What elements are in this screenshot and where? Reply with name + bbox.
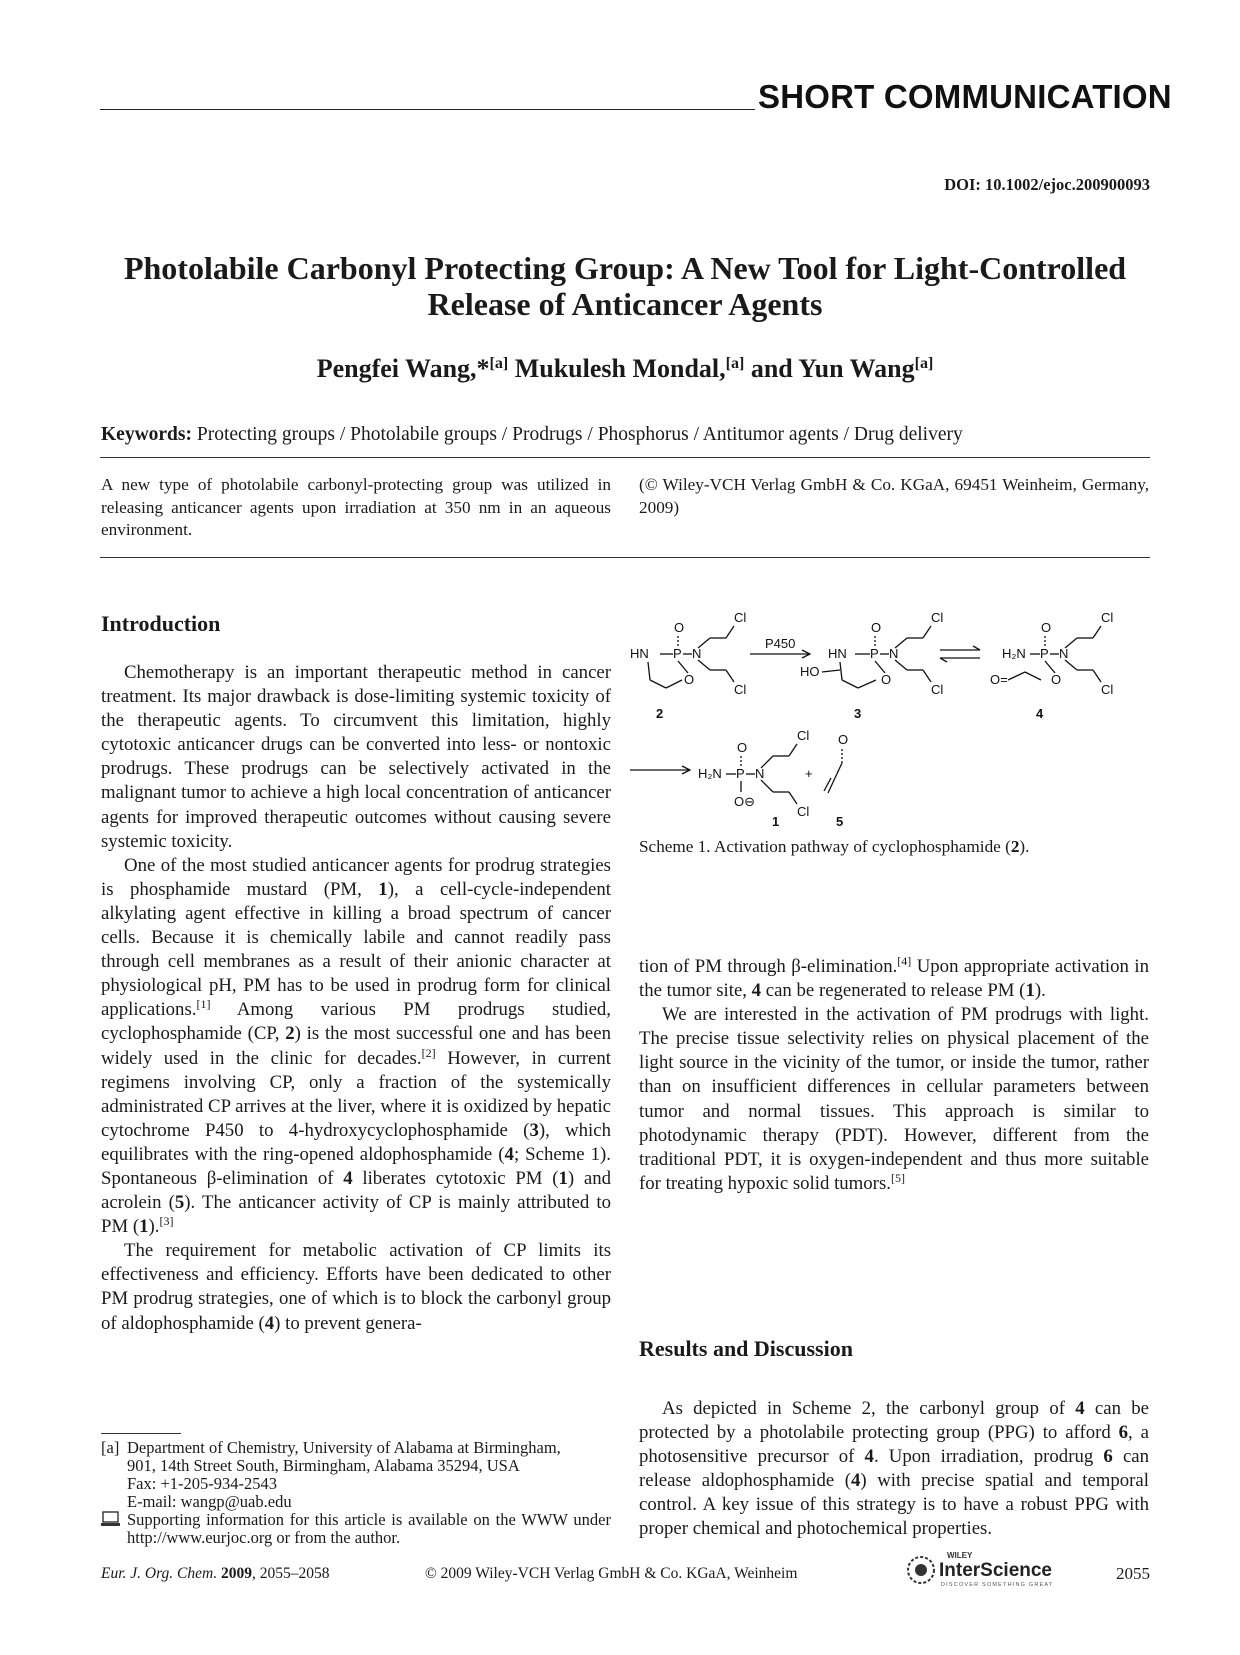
scheme-atom-label: O= (990, 672, 1008, 687)
scheme-atom-label: P (673, 646, 682, 661)
scheme-atom-label: Cl (931, 682, 944, 697)
results-paragraph-1: As depicted in Scheme 2, the carbonyl group of 4 can be protected by a photolabile protecting group (PPG) to afford 6, a photosensitive precursor of 4. Upon irradiation, prodrug 6 can release aldophosphamide (4) with precise spatial and temporal control. A key issue of this strategy is to have a robust PPG with proper chemical and photochemical properties. (639, 1398, 1150, 1540)
author-name: and Yun Wang (750, 354, 915, 383)
citation-ref[interactable]: [2] (421, 1045, 436, 1060)
scheme-atom-label: Cl (1101, 610, 1114, 625)
footnote-rule (101, 1433, 181, 1434)
scheme-atom-label: Cl (797, 728, 810, 743)
intro-right-column (639, 955, 1149, 1196)
scheme-atom-label: N (889, 646, 899, 661)
scheme-atom-label: O (838, 732, 849, 747)
footnote-address: Department of Chemistry, University of Alabama at Birmingham, 901, 14th Street South, Birmingham, Alabama 35294, USA Fax: +1-205-934-2543 E-mail: wangp@uab.edu (127, 1438, 561, 1511)
article-title: Photolabile Carbonyl Protecting Group: A New Tool for Light-Controlled Release of Anticancer Agents (123, 250, 1127, 322)
scheme-atom-label: HO (800, 664, 820, 679)
abstract-top-rule (100, 457, 1150, 458)
compound-number: 5 (836, 814, 844, 829)
intro-paragraph-2: One of the most studied anticancer agents for prodrug strategies is phosphamide mustard (PM, 1), a cell-cycle-independent alkylating agent effective in killing a broad spectrum of cancer cells. Because it is chemically labile and cannot readily pass through cell membranes as a result of their anionic character at physiological pH, PM has to be used in prodrug form for clinical applications.[1] Among various PM prodrugs studied, cyclophosphamide (CP, 2) is the most successful one and has been widely used in the clinic for decades.[2] However, in current regimens involving CP, only a fraction of the systemically administrated CP arrives at the liver, where it is oxidized by hepatic cytochrome P450 to 4-hydroxycyclophosphamide (3), which equilibrates with the ring-opened aldophosphamide (4; Scheme 1). Spontaneous β-elimination of 4 liberates cytotoxic PM (1) and acrolein (5). The anticancer activity of CP is mainly attributed to PM (1).[3] (101, 854, 612, 1238)
author-list (100, 354, 1150, 384)
scheme-atom-label: O (737, 740, 748, 755)
doi[interactable]: DOI: 10.1002/ejoc.200900093 (944, 175, 1150, 194)
scheme-atom-label: H₂N (698, 766, 722, 781)
scheme-atom-label: N (692, 646, 702, 661)
citation-ref[interactable]: [1] (196, 997, 211, 1012)
author-name: Mukulesh Mondal, (514, 354, 726, 383)
scheme-atom-label: Cl (734, 610, 747, 625)
scheme-atom-label: O (674, 620, 685, 635)
author-affil: [a] (914, 355, 934, 372)
scheme-atom-label: HN (630, 646, 649, 661)
scheme-atom-label: H₂N (1002, 646, 1026, 661)
scheme-1-figure (630, 598, 1155, 833)
intro-paragraph-3: The requirement for metabolic activation of CP limits its effectiveness and efficiency. Efforts have been dedicated to other PM prodrug strategies, one of which is to block the carbonyl group of aldophosphamide (4) to prevent genera- (101, 1240, 611, 1334)
svg-text:InterScience: InterScience (939, 1560, 1052, 1581)
citation-ref[interactable]: [4] (897, 954, 912, 968)
intro-heading: Introduction (101, 611, 221, 636)
abstract-copyright: (© Wiley-VCH Verlag GmbH & Co. KGaA, 69451 Weinheim, Germany, 2009) (639, 475, 1149, 517)
scheme-atom-label: O (881, 672, 892, 687)
citation-ref[interactable]: [3] (159, 1214, 174, 1229)
author-affil: [a] (489, 355, 509, 372)
results-heading: Results and Discussion (639, 1336, 853, 1361)
intro-left-column (101, 661, 611, 1336)
scheme-atom-label: Cl (734, 682, 747, 697)
scheme-atom-label: HN (828, 646, 847, 661)
author-affil: [a] (725, 355, 745, 372)
scheme-1-caption: Scheme 1. Activation pathway of cyclophosphamide (2). (639, 837, 1030, 856)
abstract-bottom-rule (100, 557, 1150, 558)
scheme-atom-label: O (1051, 672, 1062, 687)
scheme-atom-label: P (870, 646, 879, 661)
compound-number: 4 (1036, 706, 1044, 721)
scheme-atom-label: P (736, 766, 745, 781)
header-rule (100, 109, 755, 110)
section-label: SHORT COMMUNICATION (758, 78, 1172, 115)
compound-number: 3 (854, 706, 862, 721)
scheme-atom-label: Cl (797, 804, 810, 819)
supporting-info[interactable]: Supporting information for this article is available on the WWW under http://www.eurjoc.org or from the author. (127, 1510, 611, 1547)
scheme-atom-label: O (684, 672, 695, 687)
scheme-atom-label: O (871, 620, 882, 635)
svg-text:DISCOVER SOMETHING GREAT: DISCOVER SOMETHING GREAT (941, 1582, 1054, 1588)
interscience-logo[interactable] (905, 1548, 1075, 1590)
scheme-atom-label: Cl (1101, 682, 1114, 697)
compound-number: 1 (772, 814, 780, 829)
keywords (101, 424, 963, 446)
scheme-atom-label: N (1059, 646, 1069, 661)
svg-text:WILEY: WILEY (947, 1551, 973, 1560)
scheme-atom-label: O (1041, 620, 1052, 635)
scheme-atom-label: O⊖ (734, 794, 756, 809)
scheme-atom-label: N (755, 766, 765, 781)
footer-copyright: © 2009 Wiley-VCH Verlag GmbH & Co. KGaA, Weinheim (425, 1565, 798, 1582)
author-name: Pengfei Wang,* (316, 354, 490, 383)
scheme-plus: + (805, 766, 813, 781)
scheme-atom-label: Cl (931, 610, 944, 625)
footnote-label: [a] (101, 1438, 120, 1457)
page-number: 2055 (1116, 1564, 1150, 1583)
abstract: A new type of photolabile carbonyl-protecting group was utilized in releasing anticancer agents upon irradiation at 350 nm in an aqueous environment. (101, 475, 611, 539)
journal-citation: Eur. J. Org. Chem. 2009, 2055–2058 (101, 1565, 330, 1582)
intro-paragraph-1: Chemotherapy is an important therapeutic method in cancer treatment. Its major drawback is dose-limiting systemic toxicity of the therapeutic agents. To circumvent this limitation, highly cytotoxic anticancer drugs can be converted into less- or nontoxic prodrugs. These prodrugs can be selectively activated in the malignant tumor to achieve a high local concentration of anticancer agents for improved therapeutic outcomes without causing severe systemic toxicity. (101, 662, 611, 852)
compound-number: 2 (656, 706, 664, 721)
keywords-list: Protecting groups / Photolabile groups / Prodrugs / Phosphorus / Antitumor agents / Drug delivery (196, 424, 963, 445)
arrow-label: P450 (765, 636, 796, 651)
scheme-atom-label: P (1040, 646, 1049, 661)
computer-icon (101, 1511, 127, 1547)
keywords-label: Keywords: (101, 424, 192, 445)
citation-ref[interactable]: [5] (890, 1170, 905, 1185)
intro-paragraph-4: tion of PM through β-elimination.[4] Upon appropriate activation in the tumor site, 4 can be regenerated to release PM (1). (639, 954, 1149, 1002)
contact-email[interactable]: E-mail: wangp@uab.edu (127, 1492, 292, 1511)
affiliation-footnote (101, 1439, 611, 1547)
results-column (639, 1397, 1149, 1542)
intro-paragraph-5: We are interested in the activation of PM prodrugs with light. The precise tissue selectivity relies on physical placement of the light source in the vicinity of the tumor, or inside the tumor, rather than on insufficient differences in cellular parameters between tumor and normal tissues. This approach is similar to photodynamic therapy (PDT). However, different from the traditional PDT, it is oxygen-independent and thus more suitable for treating hypoxic solid tumors.[5] (639, 1004, 1149, 1194)
